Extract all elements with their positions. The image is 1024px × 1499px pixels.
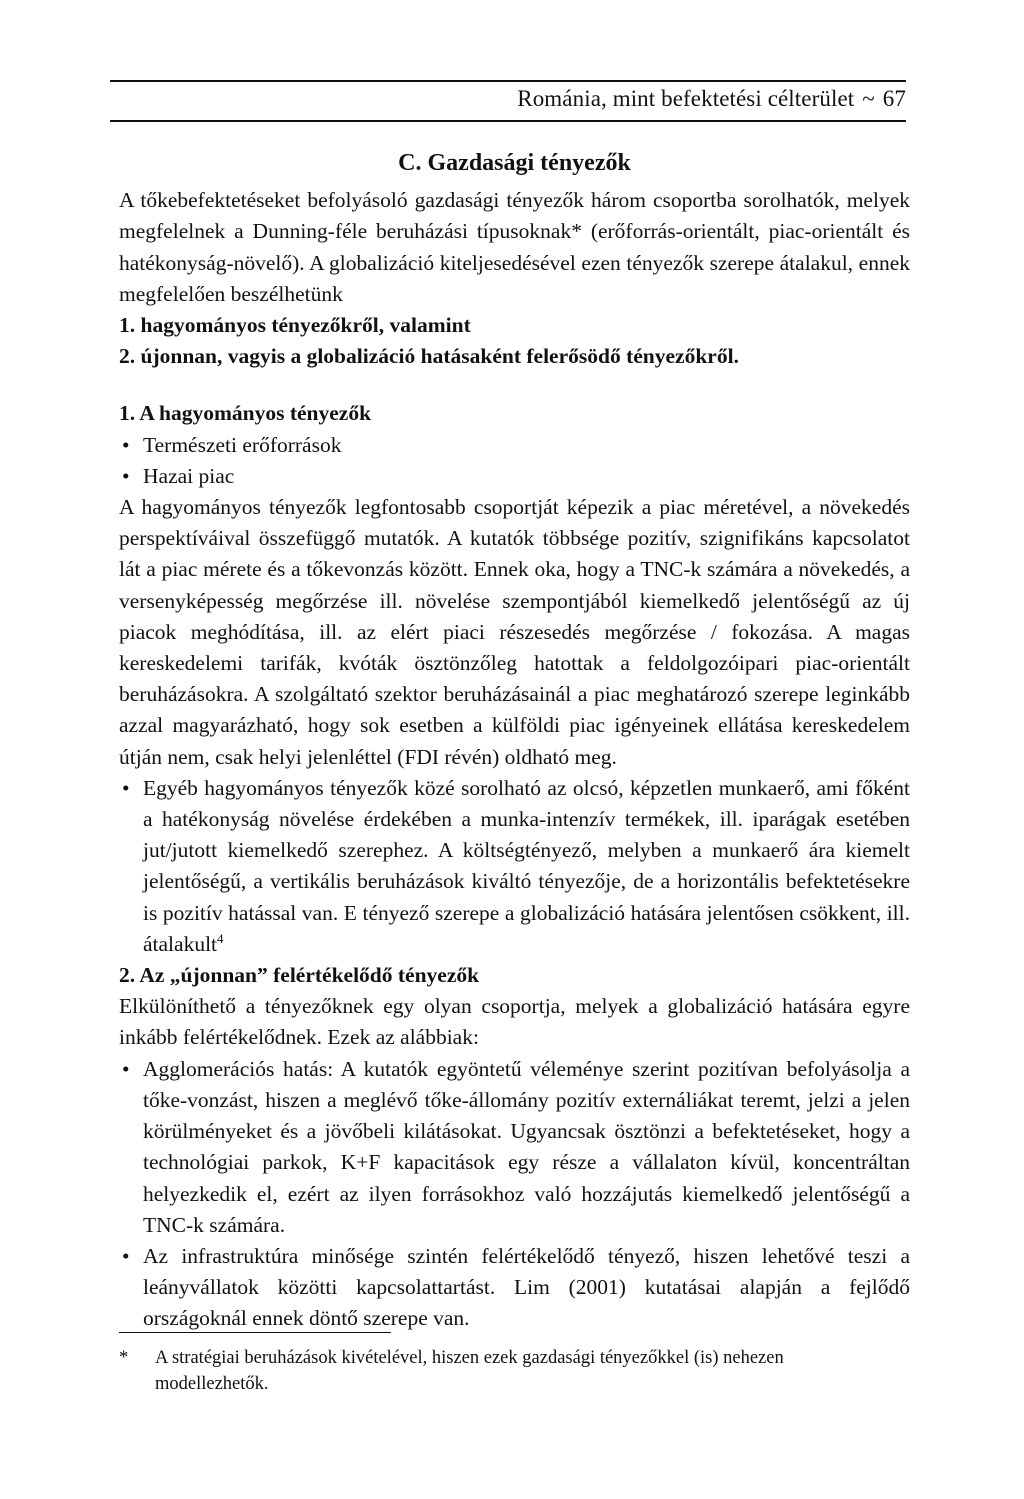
running-title: Románia, mint befektetési célterület <box>517 86 855 111</box>
bullet-domestic-market: • Hazai piac <box>119 461 910 492</box>
other-traditional-list <box>119 773 910 960</box>
new-factors-heading: 2. Az „újonnan” felértékelődő tényezők <box>119 963 480 988</box>
footnote-ref-4: 4 <box>217 930 224 946</box>
header-separator: ~ <box>862 86 875 111</box>
header-top-rule <box>110 80 906 82</box>
traditional-factors-list <box>119 430 910 492</box>
bullet-other-traditional <box>119 773 910 960</box>
footnote-mark: * <box>119 1348 129 1368</box>
other-traditional-text: Egyéb hagyományos tényezők közé sorolható az olcsó, képzetlen munkaerő, ami főként a hatékonyság növelése érdekében a munka-intenzív termékek, ill. iparágak esetében jut/jutott kiemelkedő szerephez. A költségtényező, melyben a munkaerő ára kiemelt jelentőségű, a vertikális beruházások kiváltó tényezője, de a horizontális befektetésekre is pozitív hatással van. E tényező szerepe a globalizáció hatására jelentősen csökkent, ill. átalakult <box>143 775 910 956</box>
new-factors-intro: Elkülöníthető a tényezőknek egy olyan csoportja, melyek a globalizáció hatására egyre inkább felértékelődnek. Ezek az alábbiak: <box>119 994 910 1050</box>
bullet-infrastructure: • Az infrastruktúra minősége szintén felértékelődő tényező, hiszen lehetővé teszi a leányvállatok közötti kapcsolattartást. Lim (2001) kutatásai alapján a fejlődő országoknál ennek döntő szerepe van. <box>119 1241 910 1335</box>
new-factors-list <box>119 1054 910 1335</box>
intro-list-item-1: 1. hagyományos tényezőkről, valamint <box>119 313 471 338</box>
bullet-natural-resources: • Természeti erőforrások <box>119 430 910 461</box>
intro-list-item-2: 2. újonnan, vagyis a globalizáció hatásaként felerősödő tényezőkről. <box>119 344 739 369</box>
footnote-text: A stratégiai beruházások kivételével, hiszen ezek gazdasági tényezőkkel (is) nehezen modellezhetők. <box>155 1348 784 1394</box>
bullet-agglomeration: • Agglomerációs hatás: A kutatók egyöntetű véleménye szerint pozitívan befolyásolja a tőke-vonzást, hiszen a meglévő tőke-állomány pozitív externáliákat teremt, jelzi a jelen körülményeket és a jövőbeli kilátásokat. Ugyancsak ösztönzi a befektetéseket, hogy a technológiai parkok, K+F kapacitások egy része a vállalaton kívül, koncentráltan helyezkedik el, ezért az ilyen forrásokhoz való hozzájutás kiemelkedő jelentőségű a TNC-k számára. <box>119 1054 910 1241</box>
running-header <box>517 86 906 112</box>
traditional-factors-paragraph: A hagyományos tényezők legfontosabb csoportját képezik a piac méretével, a növekedés perspektíváival összefüggő mutatók. A kutatók többsége pozitív, szignifikáns kapcsolatot lát a piac mérete és a tőkevonzás között. Ennek oka, hogy a TNC-k számára a növekedés, a versenyképesség megőrzése ill. növelése szempontjából kiemelkedő jelentőségű az új piacok meghódítása, ill. az elért piaci részesedés megőrzése / fokozása. A magas kereskedelemi tarifák, kvóták ösztönzőleg hatottak a feldolgozóipari piac-orientált beruházásokra. A szolgáltató szektor beruházásainál a piac meghatározó szerepe leginkább azzal magyarázható, hogy sok esetben a külföldi piac igényeinek ellátása kereskedelem útján nem, csak helyi jelenléttel (FDI révén) oldható meg. <box>119 495 910 769</box>
page-number: 67 <box>882 86 906 111</box>
page-body <box>119 148 910 1335</box>
section-title: C. Gazdasági tényezők <box>398 150 631 176</box>
footnote <box>119 1345 879 1397</box>
header-bottom-rule <box>110 120 906 122</box>
section-intro: A tőkebefektetéseket befolyásoló gazdasági tényezők három csoportba sorolhatók, melyek megfelelnek a Dunning-féle beruházási típusoknak* (erőforrás-orientált, piac-orientált és hatékonyság-növelő). A globalizáció kiteljesedésével ezen tényezők szerepe átalakul, ennek megfelelően beszélhetünk <box>119 188 910 306</box>
traditional-factors-heading: 1. A hagyományos tényezők <box>119 401 372 426</box>
footnote-rule <box>119 1332 391 1333</box>
